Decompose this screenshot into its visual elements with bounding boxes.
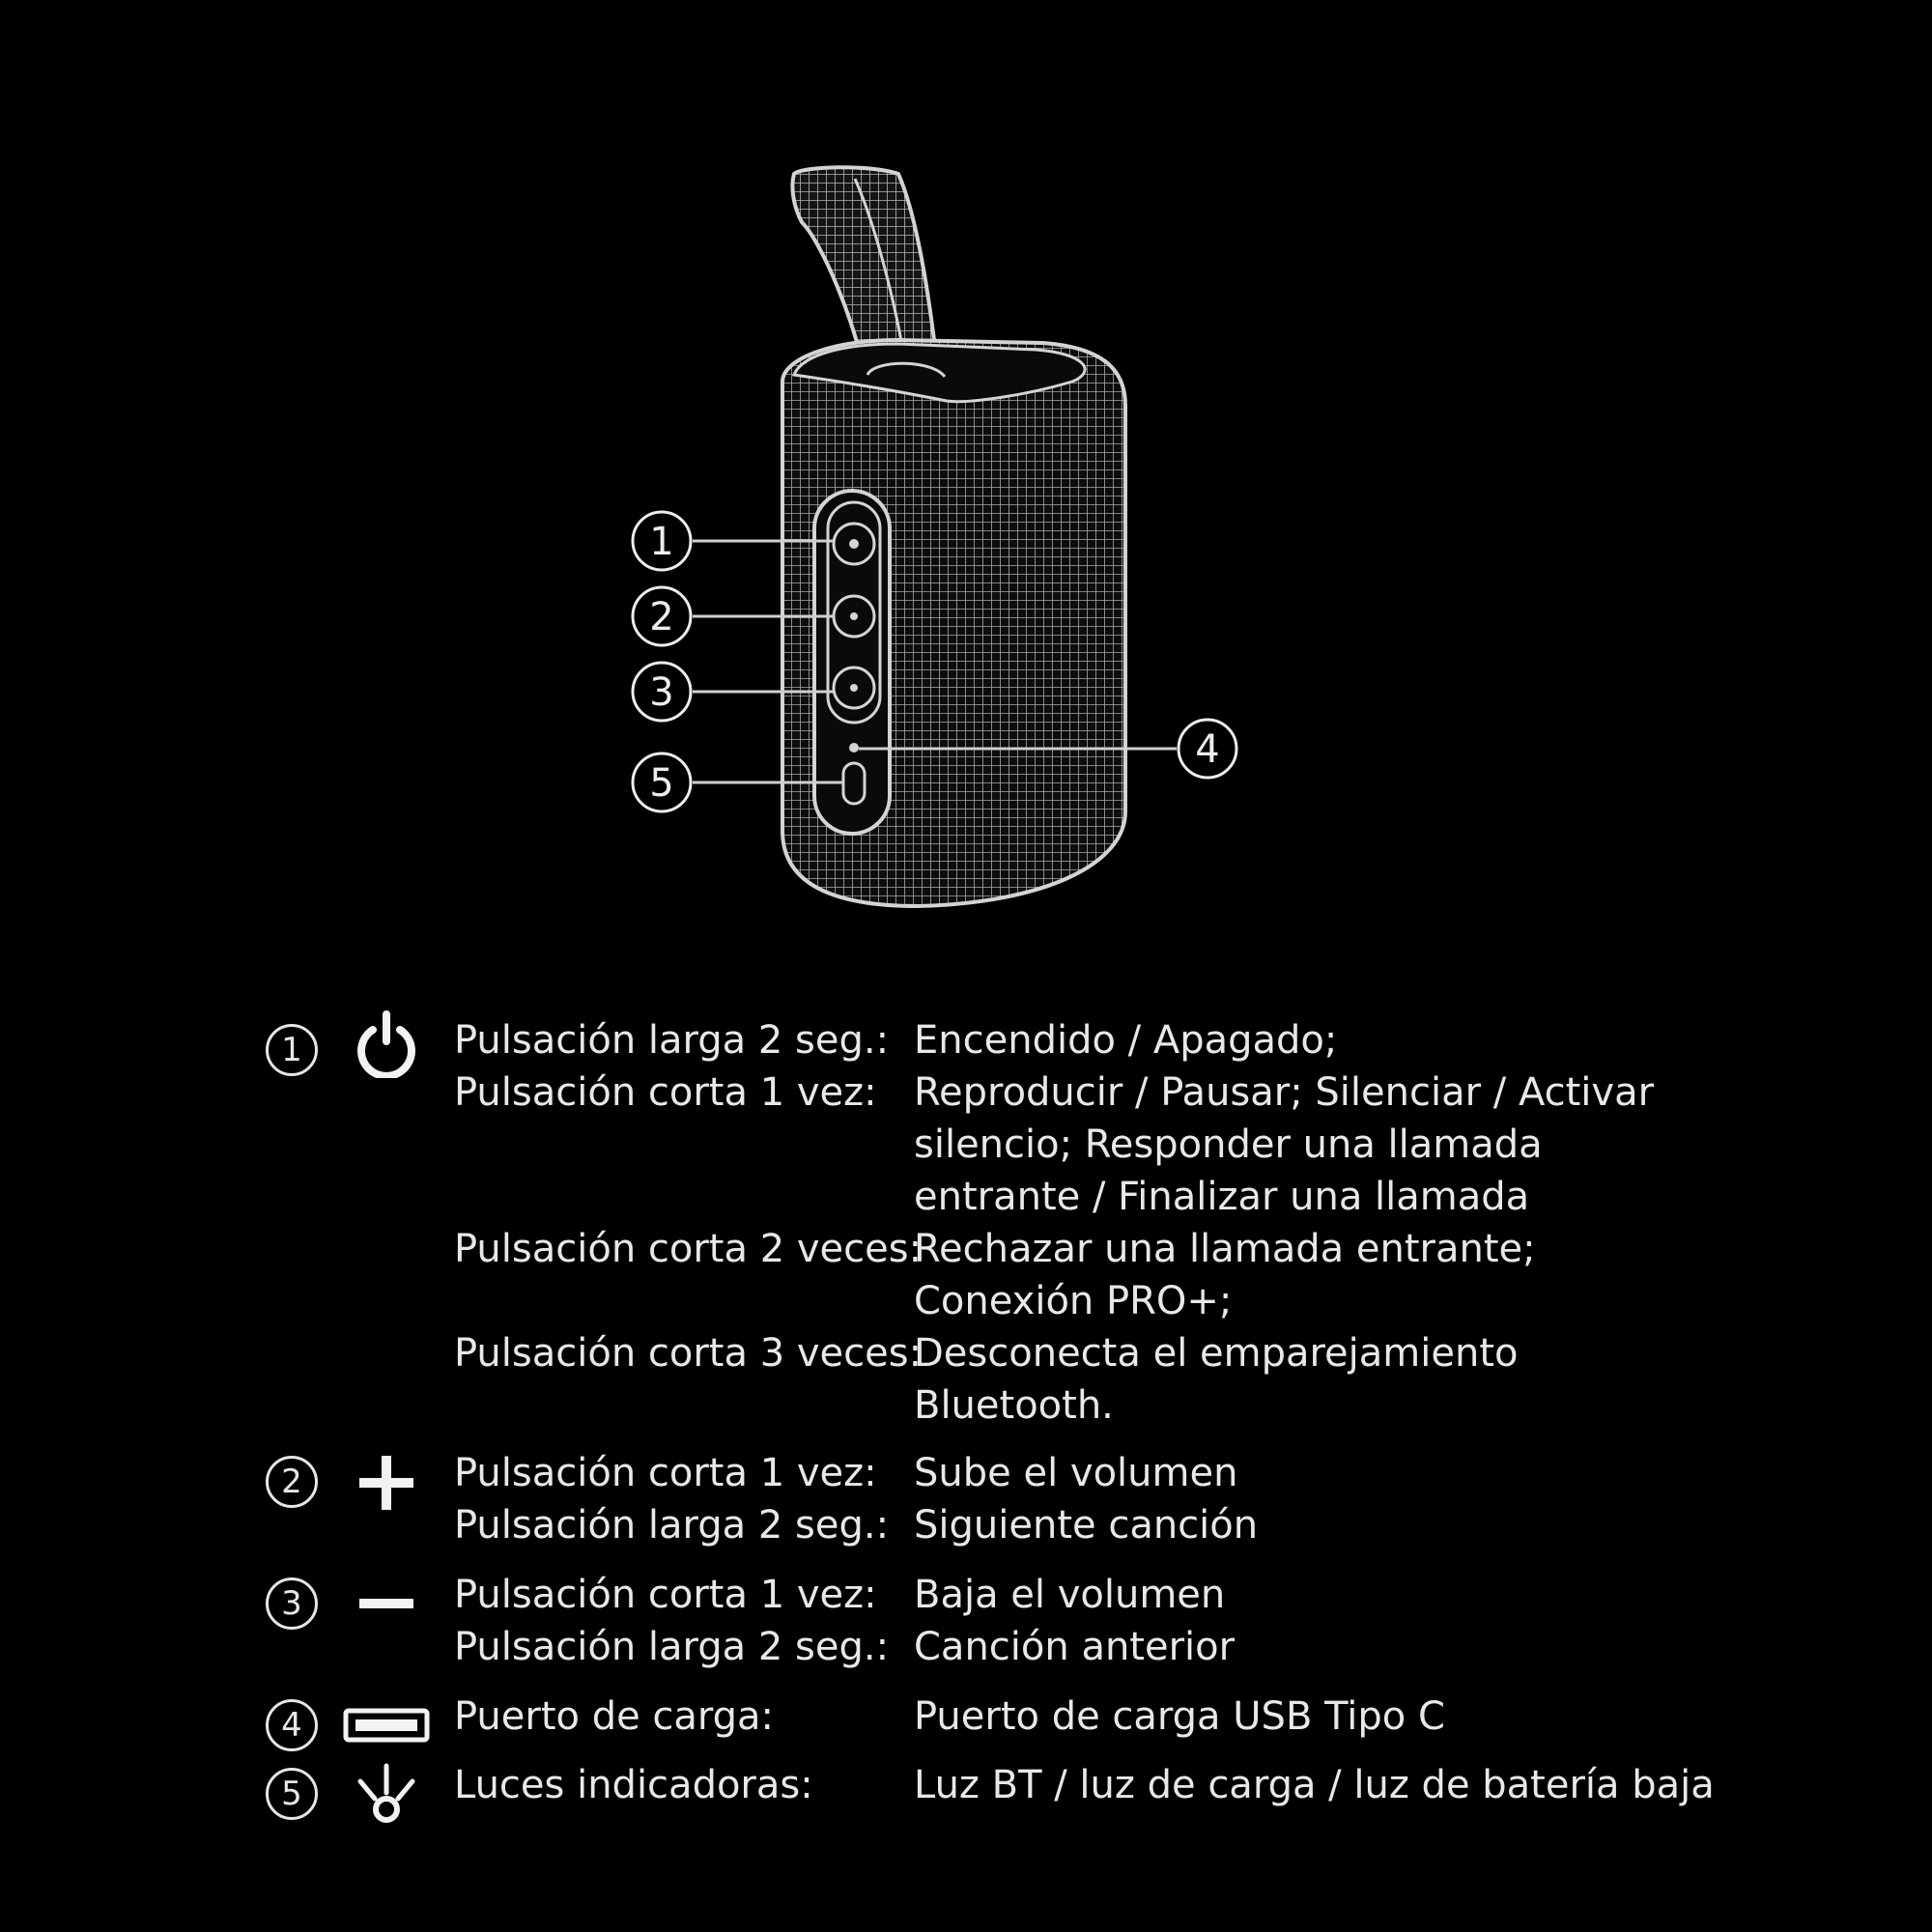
minus-icon [343, 1570, 430, 1637]
entry-1-row-2-desc-3: entrante / Finalizar una llamada [914, 1175, 1530, 1219]
entry-1-row-4-label: Pulsación corta 3 veces: [454, 1331, 923, 1376]
power-icon [343, 1010, 430, 1078]
indicator-light-icon [343, 1760, 430, 1828]
callout-5 [633, 753, 691, 811]
entry-3-row-2-label: Pulsación larga 2 seg.: [454, 1625, 890, 1669]
entry-3-row-1-label: Pulsación corta 1 vez: [454, 1573, 877, 1617]
legend-number-1: 1 [266, 1024, 318, 1076]
callout-4 [1179, 720, 1236, 778]
callout-1 [633, 512, 691, 570]
entry-1-row-4-desc-2: Bluetooth. [914, 1383, 1114, 1428]
svg-text:4: 4 [1195, 727, 1220, 772]
entry-1-row-2-desc-2: silencio; Responder una llamada [914, 1122, 1543, 1167]
svg-text:1: 1 [649, 520, 674, 564]
entry-1-row-3-desc-1: Rechazar una llamada entrante; [914, 1227, 1536, 1271]
entry-5-row-1-desc: Luz BT / luz de carga / luz de batería baja [914, 1763, 1715, 1807]
charging-port-diagram [849, 743, 859, 753]
svg-text:2: 2 [649, 595, 674, 639]
entry-5-row-1-label: Luces indicadoras: [454, 1763, 813, 1807]
entry-2-row-2-label: Pulsación larga 2 seg.: [454, 1503, 890, 1548]
entry-4-row-1-label: Puerto de carga: [454, 1694, 775, 1739]
svg-text:3: 3 [649, 670, 674, 715]
legend-number-2: 2 [266, 1456, 318, 1508]
entry-1-row-1-desc: Encendido / Apagado; [914, 1018, 1338, 1063]
callout-2 [633, 587, 691, 645]
legend-number-3: 3 [266, 1577, 318, 1630]
entry-3-row-2-desc: Canción anterior [914, 1625, 1236, 1669]
entry-2-row-1-label: Pulsación corta 1 vez: [454, 1451, 877, 1495]
entry-1-row-3-label: Pulsación corta 2 veces: [454, 1227, 923, 1271]
entry-1-row-2-label: Pulsación corta 1 vez: [454, 1070, 877, 1115]
legend-number-4: 4 [266, 1699, 318, 1751]
controls-legend [0, 1005, 1932, 1855]
entry-1-row-4-desc-1: Desconecta el emparejamiento [914, 1331, 1519, 1376]
entry-2-row-2-desc: Siguiente canción [914, 1503, 1259, 1548]
entry-2-row-1-desc: Sube el volumen [914, 1451, 1238, 1495]
entry-3-row-1-desc: Baja el volumen [914, 1573, 1226, 1617]
entry-1-row-1-label: Pulsación larga 2 seg.: [454, 1018, 890, 1063]
svg-text:5: 5 [649, 761, 674, 806]
plus-icon [343, 1448, 430, 1516]
entry-1-row-3-desc-2: Conexión PRO+; [914, 1279, 1233, 1323]
callout-3 [633, 663, 691, 721]
entry-1-row-2-desc-1: Reproducir / Pausar; Silenciar / Activar [914, 1070, 1655, 1115]
usb-port-icon [343, 1691, 430, 1759]
legend-number-5: 5 [266, 1768, 318, 1820]
entry-4-row-1-desc: Puerto de carga USB Tipo C [914, 1694, 1445, 1739]
